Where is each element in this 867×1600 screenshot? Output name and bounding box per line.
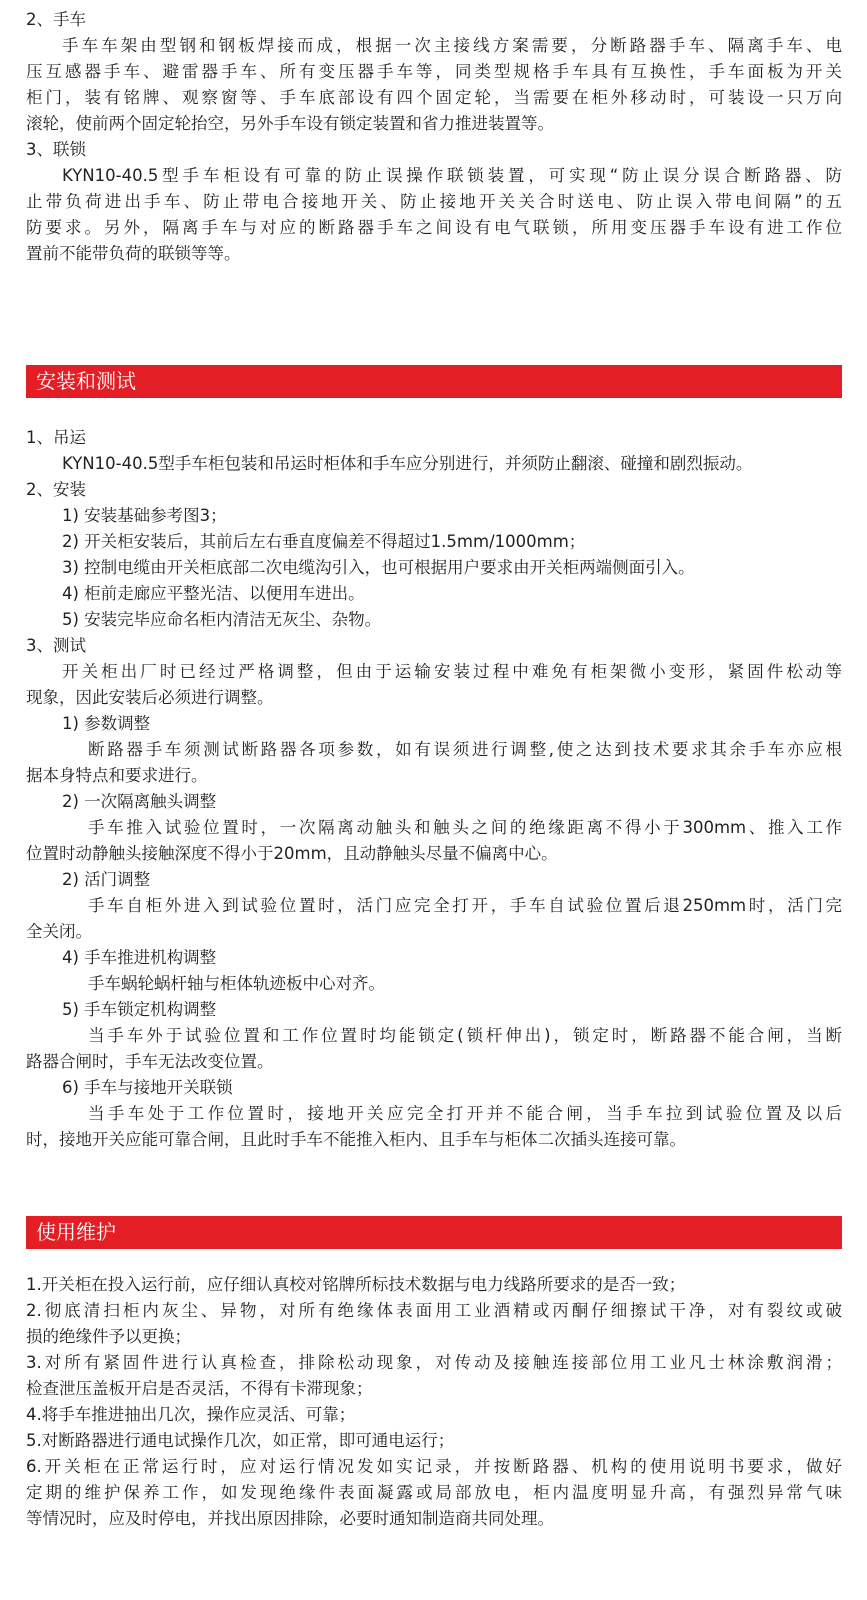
hoist-text: KYN10-40.5型手车柜包装和吊运时柜体和手车应分别进行，并须防止翻滚、碰撞和剧烈振动。 [62, 454, 753, 473]
maintenance-line: 2.彻底清扫柜内灰尘、异物，对所有绝缘体表面用工业酒精或丙酮仔细擦试干净，对有裂纹或破 [26, 1301, 842, 1320]
maintenance-line: 5.对断路器进行通电试操作几次，如正常，即可通电运行； [26, 1431, 455, 1450]
cart-paragraph-line: 柜门，装有铭牌、观察窗等、手车底部设有四个固定轮，当需要在柜外移动时，可装设一只万向 [26, 88, 842, 107]
maintenance-line: 3.对所有紧固件进行认真检查，排除松动现象，对传动及接触连接部位用工业凡士林涂敷润滑； [26, 1353, 842, 1372]
setup-heading: 2、安装 [26, 480, 86, 499]
adjust-line: 路器合闸时，手车无法改变位置。 [26, 1052, 274, 1071]
install-section [26, 425, 842, 1153]
interlock-paragraph-line: 置前不能带负荷的联锁等等。 [26, 244, 241, 263]
cart-paragraph-line: 手车车架由型钢和钢板焊接而成，根据一次主接线方案需要，分断路器手车、隔离手车、电 [62, 36, 842, 55]
adjust-line: 时，接地开关应能可靠合闸，且此时手车不能推入柜内、且手车与柜体二次插头连接可靠。 [26, 1130, 686, 1149]
maintenance-section [26, 1272, 842, 1532]
maintenance-line: 4.将手车推进抽出几次，操作应灵活、可靠； [26, 1405, 356, 1424]
cart-heading: 2、手车 [26, 10, 86, 29]
cart-paragraph-line: 滚轮，使前两个固定轮抬空，另外手车设有锁定装置和省力推进装置等。 [26, 114, 554, 133]
adjust-line: 全关闭。 [26, 922, 92, 941]
adjust-heading: 2) 活门调整 [62, 870, 151, 889]
maintenance-section-header [26, 1216, 842, 1249]
setup-item: 3) 控制电缆由开关柜底部二次电缆沟引入，也可根据用户要求由开关柜两端侧面引入。 [62, 558, 695, 577]
test-heading: 3、测试 [26, 636, 86, 655]
interlock-paragraph-line: KYN10-40.5型手车柜设有可靠的防止误操作联锁装置，可实现“防止误分误合断路器、防 [62, 166, 842, 185]
adjust-heading: 5) 手车锁定机构调整 [62, 1000, 217, 1019]
adjust-line: 手车推入试验位置时，一次隔离动触头和触头之间的绝缘距离不得小于300mm、推入工作 [88, 818, 842, 837]
hoist-heading: 1、吊运 [26, 428, 86, 447]
adjust-line: 手车自柜外进入到试验位置时，活门应完全打开，手车自试验位置后退250mm时，活门完 [88, 896, 842, 915]
adjust-heading: 1) 参数调整 [62, 714, 151, 733]
adjust-line: 手车蜗轮蜗杆轴与柜体轨迹板中心对齐。 [88, 974, 385, 993]
maintenance-line: 定期的维护保养工作，如发现绝缘件表面凝露或局部放电，柜内温度明显升高，有强烈异常气味 [26, 1483, 842, 1502]
setup-item: 1) 安装基础参考图3； [62, 506, 227, 525]
setup-item: 5) 安装完毕应命名柜内清洁无灰尘、杂物。 [62, 610, 382, 629]
setup-item: 4) 柜前走廊应平整光洁、以便用车进出。 [62, 584, 365, 603]
test-intro-line: 现象，因此安装后必须进行调整。 [26, 688, 274, 707]
maintenance-line: 检查泄压盖板开启是否灵活，不得有卡滞现象； [26, 1379, 373, 1398]
intro-section [26, 7, 842, 267]
adjust-line: 断路器手车须测试断路器各项参数，如有误须进行调整,使之达到技术要求其余手车亦应根 [88, 740, 842, 759]
maintenance-line: 等情况时，应及时停电，并找出原因排除，必要时通知制造商共同处理。 [26, 1509, 554, 1528]
interlock-paragraph-line: 防要求。另外，隔离手车与对应的断路器手车之间设有电气联锁，所用变压器手车设有进工作位 [26, 218, 842, 237]
adjust-heading: 6) 手车与接地开关联锁 [62, 1078, 233, 1097]
maintenance-line: 损的绝缘件予以更换； [26, 1327, 191, 1346]
maintenance-line: 6.开关柜在正常运行时，应对运行情况发如实记录，并按断路器、机构的使用说明书要求，做好 [26, 1457, 842, 1476]
maintenance-line: 1.开关柜在投入运行前，应仔细认真校对铭牌所标技术数据与电力线路所要求的是否一致； [26, 1275, 686, 1294]
cart-paragraph-line: 压互感器手车、避雷器手车、所有变压器手车等，同类型规格手车具有互换性，手车面板为开关 [26, 62, 842, 81]
adjust-line: 位置时动静触头接触深度不得小于20mm，且动静触头尽量不偏离中心。 [26, 844, 558, 863]
install-section-title: 安装和测试 [36, 369, 136, 393]
adjust-line: 当手车处于工作位置时，接地开关应完全打开并不能合闸，当手车拉到试验位置及以后 [88, 1104, 842, 1123]
install-section-header [26, 365, 842, 398]
adjust-heading: 2) 一次隔离触头调整 [62, 792, 217, 811]
setup-item: 2) 开关柜安装后，其前后左右垂直度偏差不得超过1.5mm/1000mm； [62, 532, 586, 551]
test-intro-line: 开关柜出厂时已经过严格调整，但由于运输安装过程中难免有柜架微小变形，紧固件松动等 [62, 662, 842, 681]
interlock-paragraph-line: 止带负荷进出手车、防止带电合接地开关、防止接地开关关合时送电、防止误入带电间隔”的五 [26, 192, 842, 211]
interlock-heading: 3、联锁 [26, 140, 86, 159]
adjust-heading: 4) 手车推进机构调整 [62, 948, 217, 967]
maintenance-section-title: 使用维护 [36, 1220, 116, 1244]
adjust-line: 据本身特点和要求进行。 [26, 766, 208, 785]
adjust-line: 当手车外于试验位置和工作位置时均能锁定(锁杆伸出)，锁定时，断路器不能合闸，当断 [88, 1026, 842, 1045]
